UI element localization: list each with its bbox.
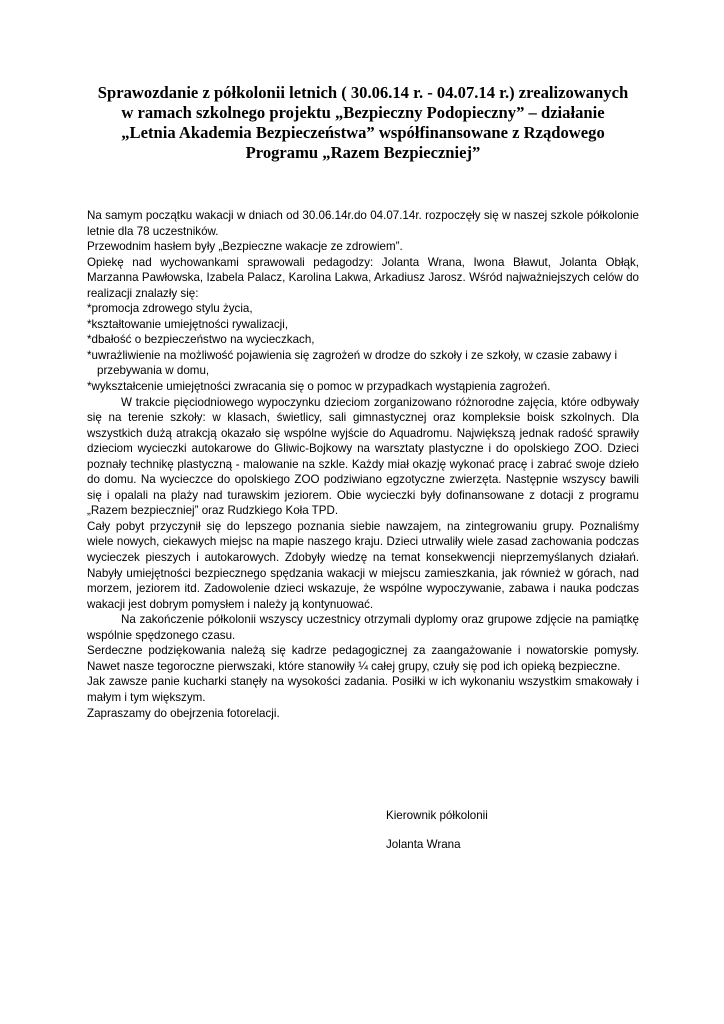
- title-line: Sprawozdanie z półkolonii letnich ( 30.06.14 r. - 04.07.14 r.) zrealizowanych: [97, 83, 629, 102]
- thanks-paragraph: Serdeczne podziękowania należą się kadrze pedagogicznej za zaangażowanie i nowatorskie pomysły. Nawet nasze tegoroczne pierwszaki, które stanowiły ¼ całej grupy, czuły się pod ich opieką bezpieczne.: [87, 644, 639, 673]
- goal-item: *uwrażliwienie na możliwość pojawienia się zagrożeń w drodze do szkoły i ze szkoły, w czasie zabawy i przebywania w domu,: [87, 348, 618, 378]
- goal-item: *kształtowanie umiejętności rywalizacji,: [87, 317, 289, 331]
- title-line: Programu „Razem Bezpieczniej”: [245, 143, 481, 162]
- title-line: w ramach szkolnego projektu „Bezpieczny Podopieczny” – działanie: [121, 103, 605, 122]
- goal-item: *wykształcenie umiejętności zwracania się o pomoc w przypadkach wystąpienia zagrożeń.: [87, 380, 551, 394]
- goal-item: *dbałość o bezpieczeństwo na wycieczkach,: [87, 333, 315, 347]
- signature-name: Jolanta Wrana: [386, 838, 461, 851]
- care-paragraph: Opiekę nad wychowankami sprawowali pedagodzy: Jolanta Wrana, Iwona Bławut, Jolanta Obłąk, Marzanna Pawłowska, Izabela Palacz, Karolina Lakwa, Arkadiusz Jarosz. Wśród najważniejszych celów do realizacji znalazły się:: [87, 255, 639, 300]
- motto-paragraph: Przewodnim hasłem były „Bezpieczne wakacje ze zdrowiem”.: [87, 240, 403, 254]
- title-line: „Letnia Akademia Bezpieczeństwa” współfinansowane z Rządowego: [121, 123, 605, 142]
- summary-paragraph: Cały pobyt przyczynił się do lepszego poznania siebie nawzajem, na zintegrowaniu grupy. Poznaliśmy wiele nowych, ciekawych miejsc na mapie naszego kraju. Dzieci utrwaliły wiele zasad zachowania podczas wycieczek pieszych i autokarowych. Zdobyły wiedzę na temat konsekwencji nieprzemyślanych działań. Nabyły umiejętności bezpiecznego spędzania wakacji w miejscu zamieszkania, jak również w górach, nad morzem, jeziorem itd. Zadowolenie dzieci wskazuje, że wspólne wypoczywanie, zabawa i nauka podczas wakacji jest dobrym pomysłem i należy ją kontynuować.: [87, 519, 639, 611]
- signature-role: Kierownik półkolonii: [386, 809, 488, 822]
- invite-paragraph: Zapraszamy do obejrzenia fotorelacji.: [87, 706, 280, 720]
- document-title: [80, 83, 646, 163]
- ending-paragraph: Na zakończenie półkolonii wszyscy uczestnicy otrzymali dyplomy oraz grupowe zdjęcie na pamiątkę wspólnie spędzonego czasu.: [87, 613, 639, 642]
- intro-paragraph: Na samym początku wakacji w dniach od 30.06.14r.do 04.07.14r. rozpoczęły się w naszej szkole półkolonie letnie dla 78 uczestników.: [87, 209, 639, 238]
- document-body: [87, 208, 639, 721]
- activities-paragraph: W trakcie pięciodniowego wypoczynku dzieciom zorganizowano różnorodne zajęcia, które odbywały się na terenie szkoły: w klasach, świetlicy, sali gimnastycznej oraz kompleksie boisk szkolnych. Dla wszystkich dużą atrakcją okazało się wspólne wyjście do Aquadromu. Największą jednak radość sprawiły dzieciom wycieczki autokarowe do Gliwic-Bojkowy na warsztaty plastyczne i do opolskiego ZOO. Dzieci poznały technikę plastyczną - malowanie na szkle. Każdy miał okazję wykonać pracę i zabrać swoje dzieło do domu. Na wycieczce do opolskiego ZOO podziwiano egzotyczne zwierzęta. Następnie wszyscy bawili się i opalali na plaży nad turawskim jeziorem. Obie wycieczki były dofinansowane z dotacji z programu „Razem bezpieczniej” oraz Rudzkiego Koła TPD.: [87, 395, 639, 518]
- goal-item: *promocja zdrowego stylu życia,: [87, 302, 253, 316]
- kitchen-paragraph: Jak zawsze panie kucharki stanęły na wysokości zadania. Posiłki w ich wykonaniu wszystkim smakowały i małym i tym większym.: [87, 675, 639, 704]
